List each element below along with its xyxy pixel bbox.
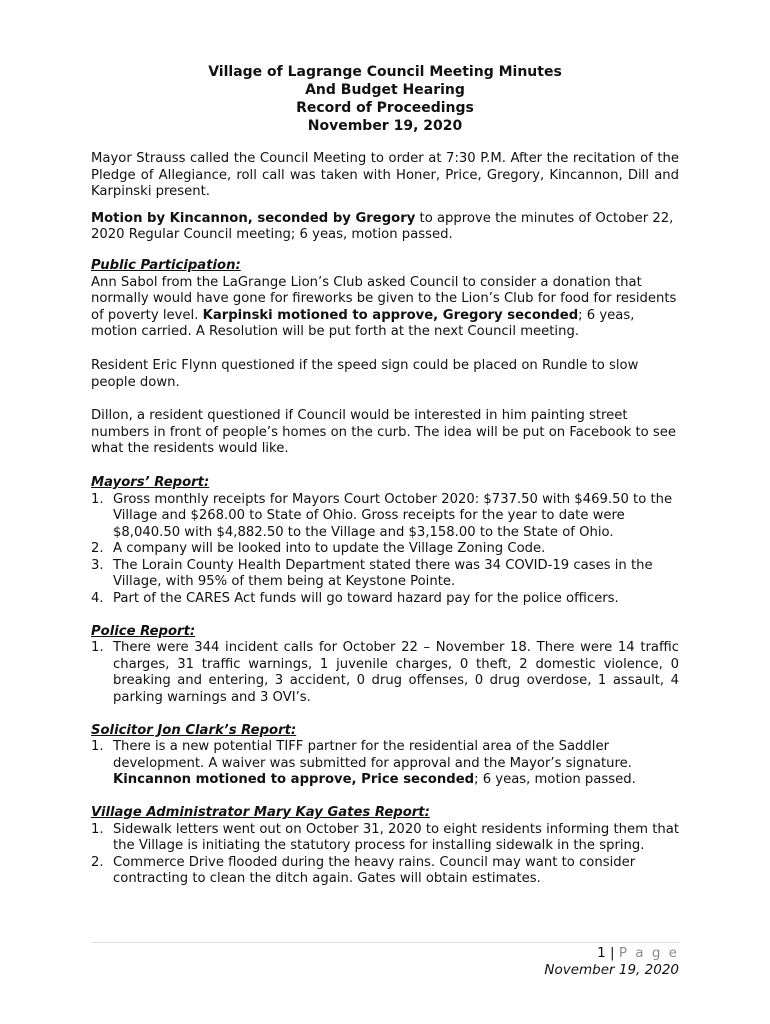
list-item-number: 3. bbox=[91, 557, 104, 573]
minutes-motion-bold: Motion by Kincannon, seconded by Gregory bbox=[91, 210, 416, 226]
lions-club-motion-bold: Karpinski motioned to approve, Gregory seconded bbox=[202, 307, 579, 323]
list-item-text: Commerce Drive flooded during the heavy rains. Council may want to consider contracting to clean the ditch again. Gates will obtain estimates. bbox=[113, 854, 636, 887]
page-footer bbox=[91, 942, 679, 978]
list-item-number: 2. bbox=[91, 541, 104, 557]
solicitor-motion-bold: Kincannon motioned to approve, Price seconded bbox=[113, 772, 475, 788]
title-line-1: Village of Lagrange Council Meeting Minutes bbox=[208, 64, 562, 80]
administrator-report-section bbox=[91, 805, 679, 888]
lions-club-paragraph bbox=[91, 275, 679, 341]
footer-date: November 19, 2020 bbox=[544, 961, 679, 978]
list-item-number: 1. bbox=[91, 491, 104, 507]
police-report-list bbox=[91, 640, 679, 706]
mayors-report-heading: Mayors’ Report: bbox=[91, 474, 210, 490]
list-item-text: Sidewalk letters went out on October 31, 2020 to eight residents informing them that the Village is initiating the statutory process for installing sidewalk in the spring. bbox=[113, 821, 679, 854]
list-item-text: Gross monthly receipts for Mayors Court October 2020: $737.50 with $469.50 to the Village and $268.00 to State of Ohio. Gross receipts for the year to date were $8,040.50 with $4,882.50 to the Village and $3,158.00 to the State of Ohio. bbox=[113, 491, 673, 540]
mayors-report-section bbox=[91, 475, 679, 608]
list-item bbox=[91, 558, 679, 591]
lions-club-tail: ; 6 yeas, motion carried. A Resolution will be put forth at the next Council meeting. bbox=[91, 307, 635, 340]
intro-paragraph: Mayor Strauss called the Council Meeting to order at 7:30 P.M. After the recitation of the Pledge of Allegiance, roll call was taken with Honer, Price, Gregory, Kincannon, Dill and Karpinski present. bbox=[91, 151, 679, 200]
list-item-number: 1. bbox=[91, 739, 104, 755]
document-body bbox=[91, 63, 679, 899]
title-line-3: Record of Proceedings bbox=[296, 100, 474, 116]
street-numbers-paragraph: Dillon, a resident questioned if Council would be interested in him painting street numbers in front of people’s homes on the curb. The idea will be put on Facebook to see what the residents would like. bbox=[91, 408, 677, 457]
list-item-text: The Lorain County Health Department stated there was 34 COVID-19 cases in the Village, with 95% of them being at Keystone Pointe. bbox=[113, 557, 653, 590]
list-item-number: 4. bbox=[91, 591, 104, 607]
public-participation-heading: Public Participation: bbox=[91, 257, 241, 273]
list-item bbox=[91, 591, 679, 608]
list-item bbox=[91, 822, 679, 855]
public-participation-section bbox=[91, 258, 679, 458]
title-line-2: And Budget Hearing bbox=[305, 82, 465, 98]
page-number: 1 bbox=[597, 945, 606, 961]
minutes-motion-text: to approve the minutes of October 22, 2020 Regular Council meeting; 6 yeas, motion passed. bbox=[91, 210, 674, 243]
solicitor-report-heading: Solicitor Jon Clark’s Report: bbox=[91, 722, 297, 738]
page-separator: | bbox=[605, 945, 619, 961]
list-item bbox=[91, 640, 679, 706]
police-report-section bbox=[91, 624, 679, 707]
page-word: P a g e bbox=[618, 945, 679, 961]
list-item bbox=[91, 492, 679, 542]
speed-sign-paragraph: Resident Eric Flynn questioned if the speed sign could be placed on Rundle to slow people down. bbox=[91, 357, 639, 390]
solicitor-motion-tail: ; 6 yeas, motion passed. bbox=[474, 772, 636, 788]
lions-club-text: Ann Sabol from the LaGrange Lion’s Club asked Council to consider a donation that normally would have gone for fireworks be given to the Lion’s Club for food for residents of poverty level. bbox=[91, 274, 677, 323]
police-report-heading: Police Report: bbox=[91, 623, 196, 639]
mayors-report-list bbox=[91, 492, 679, 608]
document-title bbox=[91, 63, 679, 135]
list-item-text: A company will be looked into to update the Village Zoning Code. bbox=[113, 541, 546, 557]
solicitor-report-section bbox=[91, 723, 679, 789]
solicitor-report-list bbox=[91, 739, 679, 789]
minutes-motion-paragraph bbox=[91, 211, 679, 244]
administrator-report-list bbox=[91, 822, 679, 888]
title-line-4: November 19, 2020 bbox=[307, 118, 463, 134]
page-number-line bbox=[91, 945, 679, 962]
list-item-text: There is a new potential TIFF partner for the residential area of the Saddler development. A waiver was submitted for approval and the Mayor’s signature. bbox=[113, 739, 632, 771]
administrator-report-heading: Village Administrator Mary Kay Gates Report: bbox=[91, 805, 430, 820]
list-item-number: 1. bbox=[91, 640, 104, 656]
list-item-text: There were 344 incident calls for October 22 – November 18. There were 14 traffic charges, 31 traffic warnings, 1 juvenile charges, 0 theft, 2 domestic violence, 0 breaking and entering, 3 accident, 0 drug offenses, 0 drug overdose, 1 assault, 4 parking warnings and 3 OVI’s. bbox=[113, 640, 679, 706]
list-item bbox=[91, 855, 679, 888]
list-item-number: 2. bbox=[91, 854, 104, 870]
list-item bbox=[91, 541, 679, 558]
list-item-number: 1. bbox=[91, 821, 104, 837]
list-item bbox=[91, 739, 679, 789]
list-item-text: Part of the CARES Act funds will go toward hazard pay for the police officers. bbox=[113, 591, 619, 607]
